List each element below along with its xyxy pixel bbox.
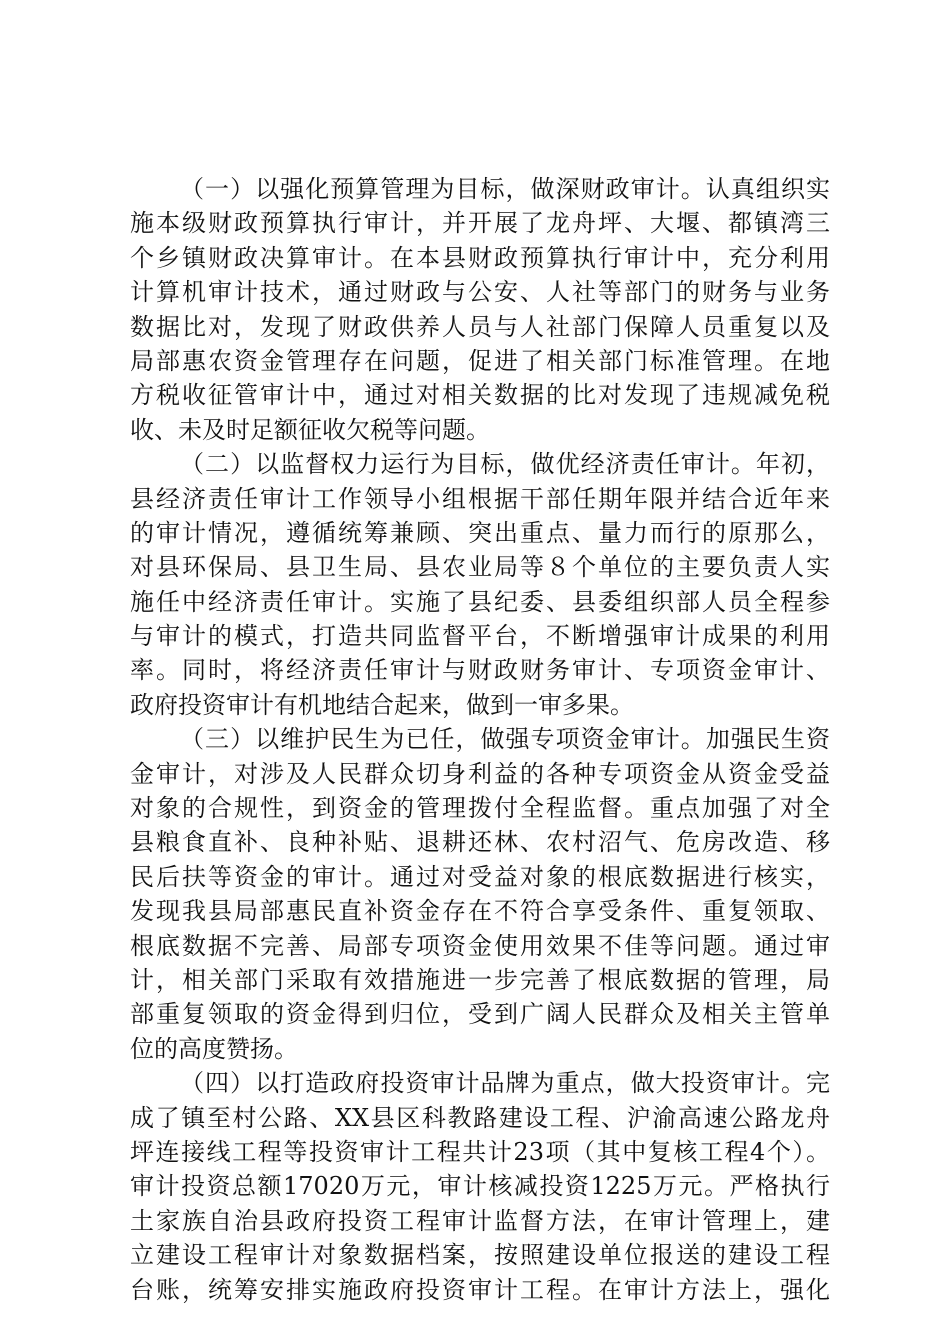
text-line: 政府投资审计有机地结合起来，做到一审多果。	[130, 690, 634, 719]
text-line: 台账，统筹安排实施政府投资审计工程。在审计方法上，强化	[130, 1275, 830, 1304]
text-line: 土家族自治县政府投资工程审计监督方法，在审计管理上，建	[130, 1206, 830, 1235]
paragraph-special-fund-audit	[130, 722, 830, 1066]
paragraph-investment-audit	[130, 1066, 830, 1307]
document-body	[130, 172, 830, 1307]
text-line: 个乡镇财政决算审计。在本县财政预算执行审计中，充分利用	[130, 243, 830, 272]
text-line: （三）以维护民生为已任，做强专项资金审计。加强民生资	[180, 725, 830, 754]
text-line: 收、未及时足额征收欠税等问题。	[130, 415, 490, 444]
text-line: 施任中经济责任审计。实施了县纪委、县委组织部人员全程参	[130, 587, 830, 616]
text-line: 对县环保局、县卫生局、县农业局等８个单位的主要负责人实	[130, 553, 830, 582]
text-line: （四）以打造政府投资审计品牌为重点，做大投资审计。完	[180, 1069, 830, 1098]
text-line: 局部惠农资金管理存在问题，促进了相关部门标准管理。在地	[130, 346, 830, 375]
text-line: 部重复领取的资金得到归位，受到广阔人民群众及相关主管单	[130, 1000, 830, 1029]
text-line: 县粮食直补、良种补贴、退耕还林、农村沼气、危房改造、移	[130, 828, 830, 857]
paragraph-budget-audit	[130, 172, 830, 447]
text-line: 位的高度赞扬。	[130, 1034, 298, 1063]
text-line: 根底数据不完善、局部专项资金使用效果不佳等问题。通过审	[130, 931, 830, 960]
text-line: 数据比对，发现了财政供养人员与人社部门保障人员重复以及	[130, 312, 830, 341]
text-line: 民后扶等资金的审计。通过对受益对象的根底数据进行核实，	[130, 862, 830, 891]
text-line: 县经济责任审计工作领导小组根据干部任期年限并结合近年来	[130, 484, 830, 513]
text-line: （一）以强化预算管理为目标，做深财政审计。认真组织实	[180, 175, 830, 203]
text-line: 计算机审计技术，通过财政与公安、人社等部门的财务与业务	[130, 278, 830, 307]
text-line: 施本级财政预算执行审计，并开展了龙舟坪、大堰、都镇湾三	[130, 209, 830, 238]
text-line: 发现我县局部惠民直补资金存在不符合享受条件、重复领取、	[130, 897, 830, 926]
text-line: 立建设工程审计对象数据档案，按照建设单位报送的建设工程	[130, 1241, 830, 1270]
text-line: （二）以监督权力运行为目标，做优经济责任审计。年初，	[180, 450, 830, 479]
text-line: 坪连接线工程等投资审计工程共计23项（其中复核工程4个）。	[130, 1137, 830, 1166]
text-line: 的审计情况，遵循统筹兼顾、突出重点、量力而行的原那么，	[130, 518, 830, 547]
text-line: 率。同时，将经济责任审计与财政财务审计、专项资金审计、	[130, 656, 830, 685]
text-line: 对象的合规性，到资金的管理拨付全程监督。重点加强了对全	[130, 794, 830, 823]
text-line: 金审计，对涉及人民群众切身利益的各种专项资金从资金受益	[130, 759, 830, 788]
text-line: 与审计的模式，打造共同监督平台，不断增强审计成果的利用	[130, 622, 830, 651]
paragraph-economic-responsibility-audit	[130, 447, 830, 722]
text-line: 方税收征管审计中，通过对相关数据的比对发现了违规减免税	[130, 381, 830, 410]
text-line: 成了镇至村公路、XX县区科教路建设工程、沪渝高速公路龙舟	[130, 1103, 830, 1132]
text-line: 计，相关部门采取有效措施进一步完善了根底数据的管理，局	[130, 965, 830, 994]
text-line: 审计投资总额17020万元，审计核减投资1225万元。严格执行	[130, 1172, 830, 1201]
